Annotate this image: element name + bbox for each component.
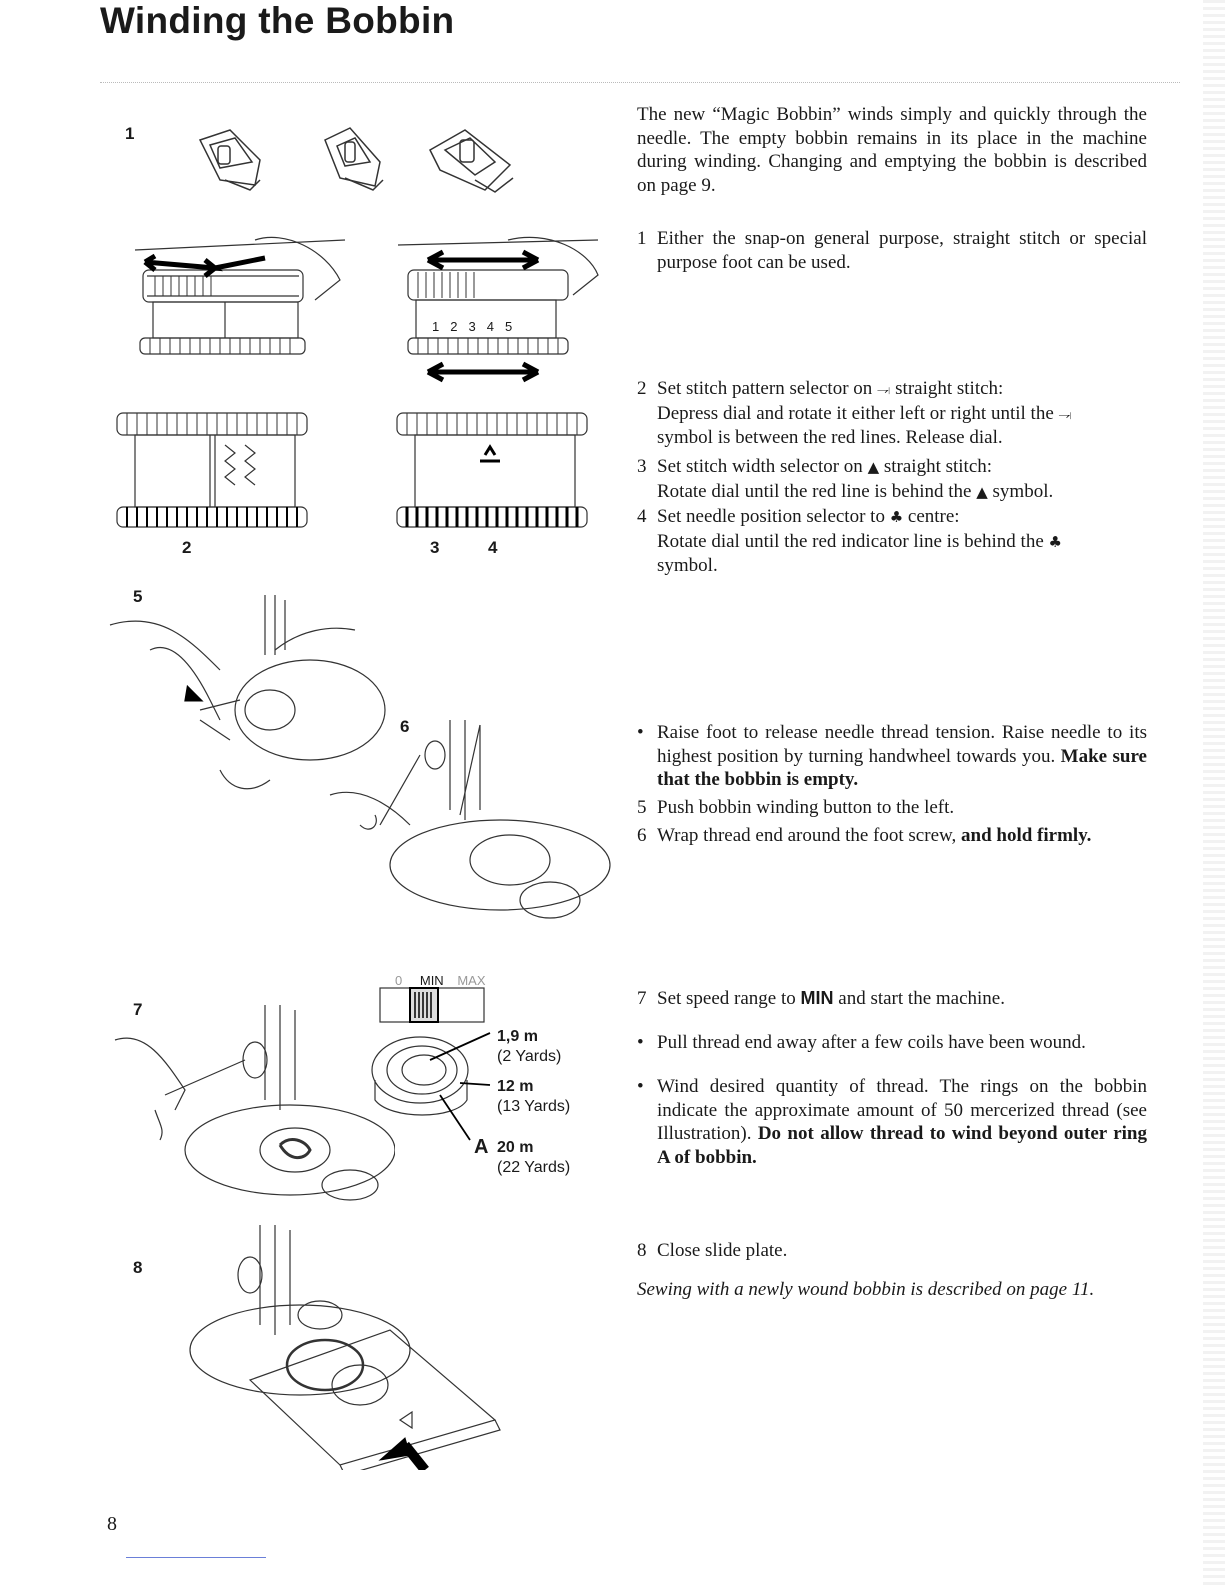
speed-label-min: MIN — [419, 973, 444, 988]
figure-1-presser-feet — [190, 120, 530, 210]
step-text: Close slide plate. — [657, 1240, 788, 1261]
step-text: Set stitch pattern selector on — [657, 378, 873, 399]
step-7 — [637, 987, 1147, 1011]
dial-number: 2 — [450, 319, 469, 334]
special-purpose-foot-icon — [430, 130, 513, 192]
step-1 — [637, 227, 1147, 274]
step-8 — [637, 1239, 1147, 1263]
figure-2-dial-stitch-pattern — [115, 405, 315, 535]
figure-5-label: 5 — [133, 587, 143, 606]
push-arrow-icon — [186, 688, 200, 700]
step-text: Rotate dial until the red line is behind the — [657, 480, 972, 502]
step-warning: Make sure that the bobbin is empty. — [657, 745, 1147, 790]
scan-edge — [1203, 0, 1225, 1585]
figure-6-wrap-thread — [320, 715, 620, 925]
bullet-icon: • — [637, 1076, 644, 1097]
ring-label-2 — [497, 1077, 570, 1117]
rotate-arrow-icon — [145, 256, 265, 276]
dial-number: 5 — [504, 319, 524, 334]
width-symbol-icon: ▲ — [976, 482, 988, 501]
dial-number: 1 — [432, 319, 451, 334]
page-title: Winding the Bobbin — [100, 0, 455, 41]
figure-3-label: 3 — [430, 538, 440, 557]
ring-letter-a: A — [474, 1136, 489, 1158]
footer-note: Sewing with a newly wound bobbin is described on page 11. — [637, 1279, 1095, 1300]
centre-position-symbol-icon: ♣ — [889, 508, 904, 526]
figure-8-label: 8 — [133, 1258, 143, 1277]
speed-label-max: MAX — [457, 973, 486, 988]
footer-line — [126, 1557, 266, 1558]
ring-yards: (22 Yards) — [497, 1159, 571, 1176]
step-text: centre: — [907, 506, 960, 527]
step-5 — [637, 796, 1147, 820]
figure-7-machine-winding — [105, 1000, 395, 1210]
step-text: symbol. — [657, 555, 718, 576]
step-text: Pull thread end away after a few coils have been wound. — [657, 1032, 1086, 1053]
straight-stitch-symbol-icon: ⥗ — [877, 380, 891, 398]
rotate-arrow-icon — [428, 252, 538, 268]
step-number: 3 — [637, 456, 647, 477]
step-text: Either the snap-on general purpose, straight stitch or special purpose foot can be used. — [657, 228, 1147, 273]
figure-8-close-slide-plate — [150, 1220, 510, 1470]
step-number: 5 — [637, 797, 647, 818]
figure-3-4-dial-width-position — [395, 405, 595, 535]
step-text: Push bobbin winding button to the left. — [657, 797, 955, 818]
figure-2-label: 2 — [182, 538, 192, 557]
step-text: symbol. — [992, 480, 1054, 502]
ring-length: 20 m — [497, 1139, 534, 1156]
step-text: Set speed range to — [657, 988, 796, 1009]
ring-yards: (2 Yards) — [497, 1048, 562, 1065]
step-text: Set stitch width selector on — [657, 456, 863, 477]
step-text: and start the machine. — [838, 988, 1005, 1009]
step-text: Set needle position selector to — [657, 506, 885, 527]
bullet-wind-quantity — [637, 1075, 1147, 1169]
general-purpose-foot-icon — [200, 130, 260, 190]
ring-yards: (13 Yards) — [497, 1098, 571, 1115]
straight-stitch-symbol-icon: ⥗ — [1058, 404, 1072, 423]
dial-number: 4 — [486, 319, 505, 334]
step-number: 2 — [637, 378, 647, 399]
bullet-pull-thread — [637, 1031, 1147, 1055]
step-text: Wrap thread end around the foot screw, — [657, 825, 957, 846]
ring-label-3 — [497, 1138, 570, 1178]
bullet-icon: • — [637, 1032, 644, 1053]
step-text: Wind desired quantity of thread. The rings on the bobbin indicate the approximate amount of 50 mercerized thread (see Illustration). — [657, 1076, 1147, 1144]
step-text: Rotate dial until the red indicator line is behind the — [657, 530, 1044, 552]
intro-paragraph: The new “Magic Bobbin” winds simply and quickly through the needle. The empty bobbin remains in its place in the machine during winding. Changing and emptying the bobbin is described on page 9. — [637, 104, 1147, 196]
page-number: 8 — [107, 1513, 117, 1535]
step-text: Raise foot to release needle thread tension. Raise needle to its highest position by turning handwheel towards you. — [657, 722, 1147, 767]
step-number: 4 — [637, 506, 647, 527]
step-text: straight stitch: — [883, 456, 993, 477]
step-text: symbol is between the red lines. Release dial. — [657, 427, 1003, 448]
centre-position-symbol-icon: ♣ — [1048, 532, 1062, 551]
figure-2-dial-top-left — [105, 220, 355, 360]
straight-stitch-foot-icon — [325, 128, 383, 190]
step-6 — [637, 824, 1147, 848]
step-number: 7 — [637, 988, 647, 1009]
bullet-raise-foot — [637, 721, 1147, 792]
dial-number: 3 — [468, 319, 487, 334]
figure-1-label: 1 — [125, 124, 135, 143]
figure-4-label: 4 — [488, 538, 498, 557]
step-4 — [637, 505, 1147, 578]
ring-label-1 — [497, 1027, 561, 1067]
speed-min-label: MIN — [800, 988, 834, 1008]
width-symbol-icon: ▲ — [867, 458, 880, 476]
step-number: 8 — [637, 1240, 647, 1261]
step-3 — [637, 455, 1147, 504]
ring-length: 12 m — [497, 1078, 534, 1095]
step-warning: and hold firmly. — [961, 825, 1092, 846]
step-text: straight stitch: — [895, 378, 1004, 399]
step-warning: Do not allow thread to wind beyond outer ring A of bobbin. — [657, 1123, 1147, 1168]
step-number: 6 — [637, 825, 647, 846]
rotate-arrow-icon — [428, 364, 538, 380]
step-text: Depress dial and rotate it either left or right until the — [657, 402, 1054, 424]
step-number: 1 — [637, 228, 647, 249]
figure-3-dial-top-right — [398, 220, 608, 390]
step-2 — [637, 377, 1147, 450]
dial-number-scale — [432, 319, 523, 334]
speed-label-zero: 0 — [395, 973, 403, 988]
speed-slider — [378, 986, 488, 1026]
ring-length: 1,9 m — [497, 1028, 538, 1045]
bullet-icon: • — [637, 722, 644, 743]
figure-7-label: 7 — [133, 1000, 143, 1019]
title-rule — [100, 82, 1180, 83]
figure-6-label: 6 — [400, 717, 410, 736]
